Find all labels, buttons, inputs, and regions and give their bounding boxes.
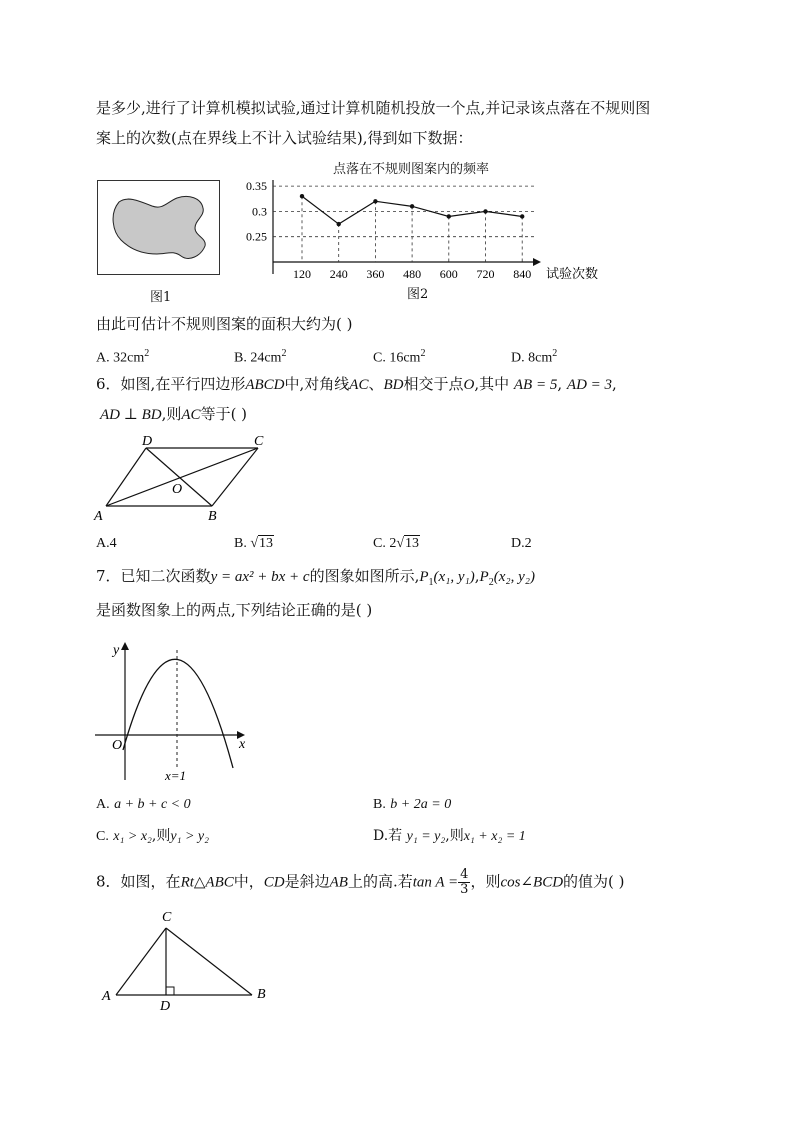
side-bc — [166, 928, 252, 995]
q6-option-d: D.2 — [511, 536, 532, 551]
label-o: O — [172, 482, 183, 497]
q8-line: 8．如图，在Rt△ABC中，CD是斜边AB上的高.若tan A = $\frac{4}{3}$ ，则cos∠BCD的值为( ) — [96, 867, 625, 897]
y-tick-label: 0.3 — [252, 204, 267, 219]
data-point-1 — [337, 222, 341, 226]
data-point-6 — [520, 214, 524, 218]
label-b: B — [257, 987, 266, 1002]
q7-line-2: 是函数图象上的两点,下列结论正确的是( ) — [96, 601, 373, 619]
side-ac — [116, 928, 166, 995]
x-tick-label: 120 — [293, 267, 311, 281]
chart-title: 点落在不规则图案内的频率 — [333, 162, 490, 177]
q7-line-1: 7．已知二次函数y = ax² + bx + c的图象如图所示$,P_1(x_1$, $y_1),P_2(x_2$, y₂) — [96, 567, 535, 588]
q6-option-c: C. 2√13 — [373, 536, 420, 551]
label-y: y — [113, 643, 120, 658]
label-a: A — [102, 989, 111, 1004]
label-x: x — [239, 737, 246, 752]
q7-option-a: A. a + b + c < 0 — [96, 797, 191, 812]
q5-option-a: A. $32cm^2$ — [96, 348, 150, 366]
q6-option-a: A.4 — [96, 536, 117, 551]
q6-parallelogram-figure — [92, 432, 272, 522]
intro-line-1: 是多少,进行了计算机模拟试验,通过计算机随机投放一个点,并记录该点落在不规则图 — [96, 99, 651, 117]
q5-option-c: C. $16cm^2$ — [373, 348, 426, 366]
q6-option-b: B. √13 — [234, 536, 274, 551]
y-tick-label: 0.25 — [246, 229, 267, 244]
q7-option-d: D.若 y₁ = y₂,则x₁ + x₂ = 1 — [373, 828, 526, 844]
x-tick-label: 840 — [513, 267, 532, 281]
parabola-curve — [123, 659, 233, 768]
x-axis-label: 试验次数 — [546, 266, 599, 281]
chart-caption: 图2 — [407, 287, 429, 302]
x-axis-arrow — [533, 258, 541, 266]
label-axis-of-symmetry: x=1 — [165, 768, 187, 783]
q7-option-c: C. x₁ > x₂,则y₁ > y₂ — [96, 828, 209, 844]
data-point-2 — [373, 199, 377, 203]
label-a: A — [94, 509, 103, 524]
x-tick-label: 720 — [476, 267, 495, 281]
label-b: B — [208, 509, 217, 524]
q5-option-b: B. $24cm^2$ — [234, 348, 287, 366]
diagonal-bd — [146, 448, 212, 506]
q7-option-b: B. b + 2a = 0 — [373, 797, 452, 812]
y-axis-arrow — [121, 642, 129, 650]
figure-1 — [97, 180, 221, 276]
intro-line-2: 案上的次数(点在界线上不计入试验结果),得到如下数据： — [96, 129, 473, 147]
q6-line-1: 6．如图,在平行四边形ABCD中,对角线AC、BD相交于点O,其中 AB = 5, AD = 3, — [96, 375, 617, 393]
label-d: D — [160, 999, 171, 1014]
q7-parabola-figure — [93, 640, 253, 790]
data-point-5 — [483, 209, 487, 213]
q8-triangle-figure — [100, 906, 280, 1016]
x-tick-label: 480 — [403, 267, 422, 281]
label-c: C — [162, 910, 172, 925]
q6-line-2: AD ⊥ BD,则AC等于( ) — [100, 405, 248, 423]
x-tick-label: 600 — [439, 267, 458, 281]
side-ad — [106, 448, 146, 506]
data-point-3 — [410, 204, 414, 208]
x-tick-label: 360 — [366, 267, 385, 281]
label-origin: O — [112, 738, 123, 753]
label-c: C — [254, 434, 264, 449]
label-d: D — [142, 434, 153, 449]
data-point-4 — [447, 214, 451, 218]
q5-option-d: D. $8cm^2$ — [511, 348, 558, 366]
data-point-0 — [300, 194, 304, 198]
y-tick-label: 0.35 — [246, 179, 267, 194]
q5-prompt: 由此可估计不规则图案的面积大约为( ) — [96, 315, 353, 333]
x-tick-label: 240 — [329, 267, 348, 281]
figure-1-caption: 图1 — [150, 290, 172, 305]
right-angle-mark — [166, 987, 174, 995]
